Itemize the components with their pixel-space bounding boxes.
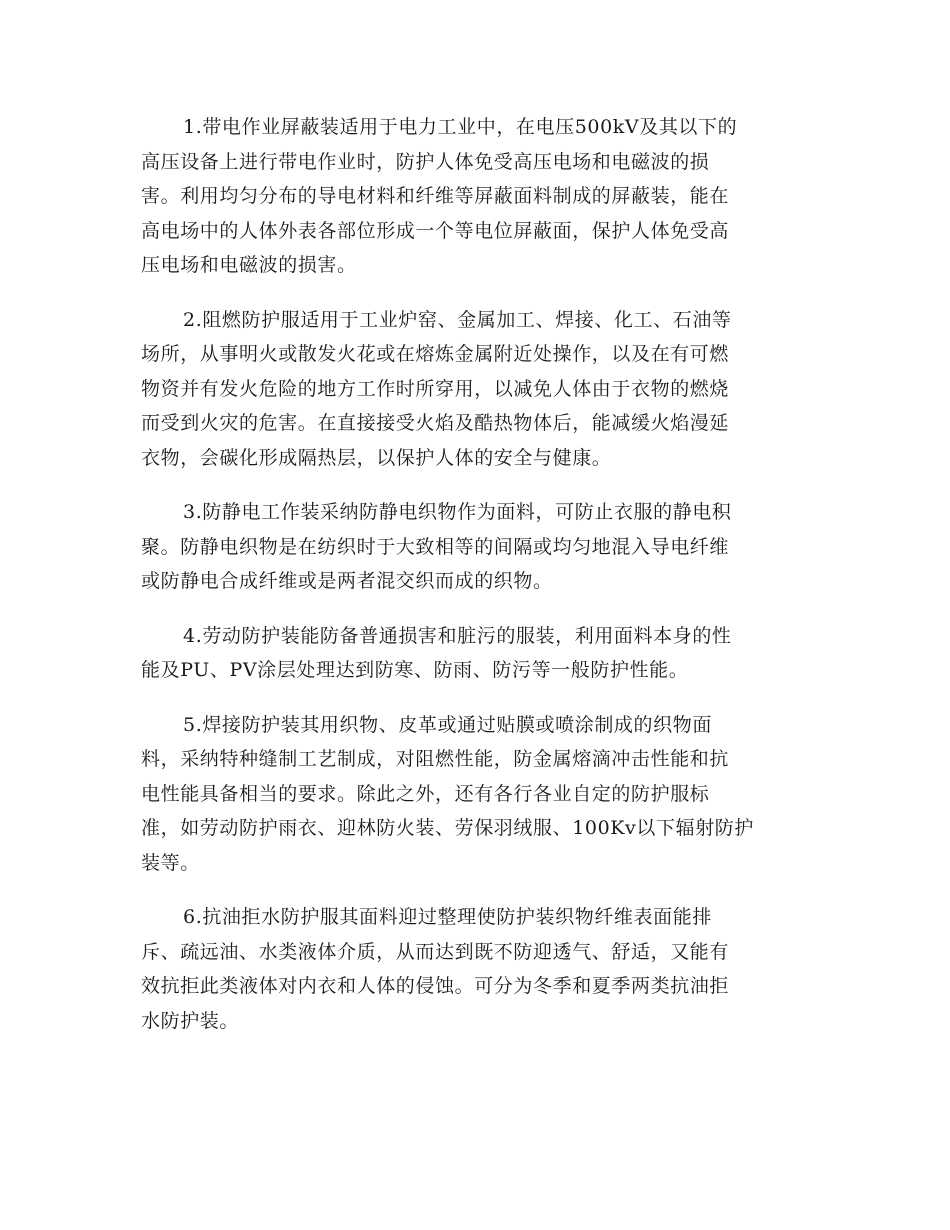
text-line: 效抗拒此类液体对内衣和人体的侵蚀。可分为冬季和夏季两类抗油拒 xyxy=(141,975,730,997)
paragraph-1 xyxy=(141,110,811,283)
paragraph-6 xyxy=(141,900,811,1038)
text-line: 高压设备上进行带电作业时，防护人体免受高压电场和电磁波的损 xyxy=(141,150,710,173)
text-line: 3.防静电工作装采纳防静电织物作为面料，可防止衣服的静电积 xyxy=(183,501,732,523)
text-line: 2.阻燃防护服适用于工业炉窑、金属加工、焊接、化工、石油等 xyxy=(183,308,732,331)
paragraph-5 xyxy=(141,708,811,881)
paragraph-4 xyxy=(141,619,811,688)
text-line: 聚。防静电织物是在纺织时于大致相等的间隔或均匀地混入导电纤维 xyxy=(141,535,730,558)
text-line: 电性能具备相当的要求。除此之外，还有各行各业自定的防护服标 xyxy=(141,782,710,805)
text-line: 衣物，会碳化形成隔热层，以保护人体的安全与健康。 xyxy=(141,446,612,469)
text-line: 高电场中的人体外表各部位形成一个等电位屏蔽面，保护人体免受高 xyxy=(141,219,730,242)
text-line: 而受到火灾的危害。在直接接受火焰及酷热物体后，能减缓火焰漫延 xyxy=(141,412,730,434)
text-line: 1.带电作业屏蔽装适用于电力工业中，在电压500kV及其以下的 xyxy=(183,116,738,138)
text-line: 料，采纳特种缝制工艺制成，对阻燃性能，防金属熔滴冲击性能和抗 xyxy=(141,748,730,770)
text-line: 准，如劳动防护雨衣、迎林防火装、劳保羽绒服、100Kv以下辐射防护 xyxy=(141,817,754,839)
text-line: 害。利用均匀分布的导电材料和纤维等屏蔽面料制成的屏蔽装，能在 xyxy=(141,185,730,207)
paragraph-3 xyxy=(141,495,811,599)
text-line: 水防护装。 xyxy=(141,1009,240,1032)
text-line: 斥、疏远油、水类液体介质，从而达到既不防迎透气、舒适，又能有 xyxy=(141,940,730,963)
text-line: 4.劳动防护装能防备普通损害和脏污的服装，利用面料本身的性 xyxy=(183,624,732,647)
text-line: 能及PU、PV涂层处理达到防寒、防雨、防污等一般防护性能。 xyxy=(141,659,689,681)
text-line: 5.焊接防护装其用织物、皮革或通过贴膜或喷涂制成的织物面 xyxy=(183,713,712,736)
text-line: 场所，从事明火或散发火花或在熔炼金属附近处操作，以及在有可燃 xyxy=(141,343,730,365)
text-line: 或防静电合成纤维或是两者混交织而成的织物。 xyxy=(141,570,553,592)
text-line: 装等。 xyxy=(141,851,200,874)
text-line: 物资并有发火危险的地方工作时所穿用，以减免人体由于衣物的燃烧 xyxy=(141,377,730,400)
document-body xyxy=(141,110,811,1058)
paragraph-2 xyxy=(141,303,811,476)
text-line: 6.抗油拒水防护服其面料迎过整理使防护装织物纤维表面能排 xyxy=(183,906,712,928)
text-line: 压电场和电磁波的损害。 xyxy=(141,254,357,276)
